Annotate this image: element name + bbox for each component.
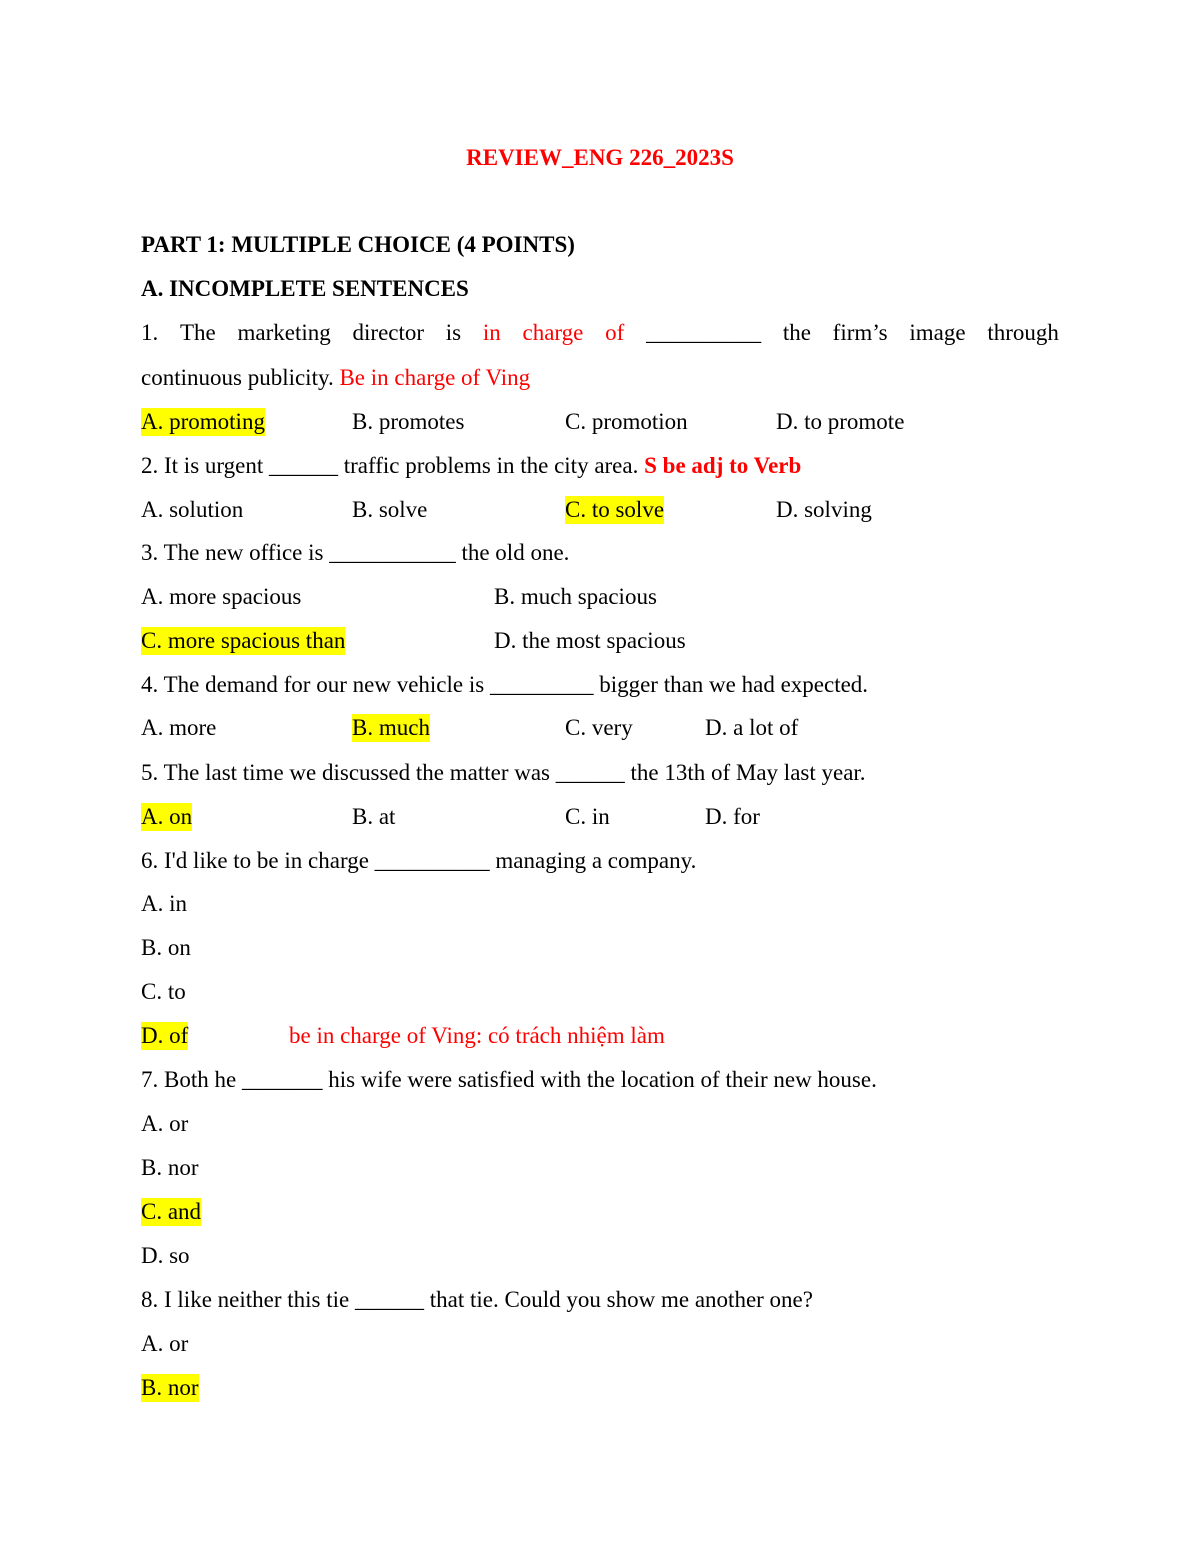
q8-option-a: A. or xyxy=(141,1331,189,1356)
q1-word: firm’s xyxy=(832,320,888,345)
q3-option-d: D. the most spacious xyxy=(494,628,686,653)
q1-word: director xyxy=(352,320,425,345)
q6-option-c: C. to xyxy=(141,979,186,1004)
section-a-heading: A. INCOMPLETE SENTENCES xyxy=(141,276,469,301)
q1-word: marketing xyxy=(237,320,331,345)
q8-option-b: B. nor xyxy=(141,1375,199,1400)
q5-option-d: D. for xyxy=(705,804,760,829)
q4-option-b: B. much xyxy=(352,715,430,740)
q6-note: be in charge of Ving: có trách nhiệm làm xyxy=(289,1023,665,1048)
q7-option-c: C. and xyxy=(141,1199,202,1224)
q3-option-b: B. much spacious xyxy=(494,584,657,609)
q5-option-c: C. in xyxy=(565,804,610,829)
q1-option-c: C. promotion xyxy=(565,409,688,434)
q1-word: is xyxy=(445,320,462,345)
q7-option-d: D. so xyxy=(141,1243,190,1268)
q1-word: through xyxy=(987,320,1059,345)
q1-hint-word: of xyxy=(605,320,625,345)
question-2 xyxy=(141,452,801,480)
question-5: 5. The last time we discussed the matter was ______ the 13th of May last year. xyxy=(141,760,866,785)
q3-option-a: A. more spacious xyxy=(141,584,302,609)
q1-note: Be in charge of Ving xyxy=(339,365,531,390)
q5-option-b: B. at xyxy=(352,804,396,829)
q1-option-b: B. promotes xyxy=(352,409,465,434)
q2-option-b: B. solve xyxy=(352,497,428,522)
part1-heading: PART 1: MULTIPLE CHOICE (4 POINTS) xyxy=(141,232,575,257)
q2-option-d: D. solving xyxy=(776,497,872,522)
q2-text: 2. It is urgent ______ traffic problems in the city area. xyxy=(141,453,639,478)
question-1-line-2 xyxy=(141,364,530,392)
q1-continuation: continuous publicity. xyxy=(141,365,334,390)
question-3: 3. The new office is ___________ the old one. xyxy=(141,540,570,565)
q1-word: image xyxy=(909,320,966,345)
question-7: 7. Both he _______ his wife were satisfied with the location of their new house. xyxy=(141,1067,877,1092)
q4-option-c: C. very xyxy=(565,715,633,740)
q1-hint-word: in xyxy=(482,320,501,345)
q7-option-b: B. nor xyxy=(141,1155,199,1180)
q2-option-a: A. solution xyxy=(141,497,244,522)
q1-word: The xyxy=(180,320,216,345)
q1-option-a: A. promoting xyxy=(141,409,265,434)
q1-blank: __________ xyxy=(646,320,762,345)
q1-option-d: D. to promote xyxy=(776,409,905,434)
q1-word: the xyxy=(782,320,811,345)
question-1-line-1 xyxy=(141,319,1059,347)
q2-option-c: C. to solve xyxy=(565,497,665,522)
question-8: 8. I like neither this tie ______ that tie. Could you show me another one? xyxy=(141,1287,813,1312)
q6-option-a: A. in xyxy=(141,891,187,916)
q4-option-d: D. a lot of xyxy=(705,715,799,740)
q3-option-c: C. more spacious than xyxy=(141,628,346,653)
question-4: 4. The demand for our new vehicle is _________ bigger than we had expected. xyxy=(141,672,869,697)
q4-option-a: A. more xyxy=(141,715,217,740)
q5-option-a: A. on xyxy=(141,804,193,829)
q6-option-b: B. on xyxy=(141,935,191,960)
q6-option-d: D. of xyxy=(141,1023,189,1048)
q2-note: S be adj to Verb xyxy=(644,453,802,478)
q7-option-a: A. or xyxy=(141,1111,189,1136)
question-6: 6. I'd like to be in charge __________ managing a company. xyxy=(141,848,697,873)
q1-word: 1. xyxy=(141,320,159,345)
q1-hint-word: charge xyxy=(522,320,584,345)
document-title: REVIEW_ENG 226_2023S xyxy=(466,145,734,170)
